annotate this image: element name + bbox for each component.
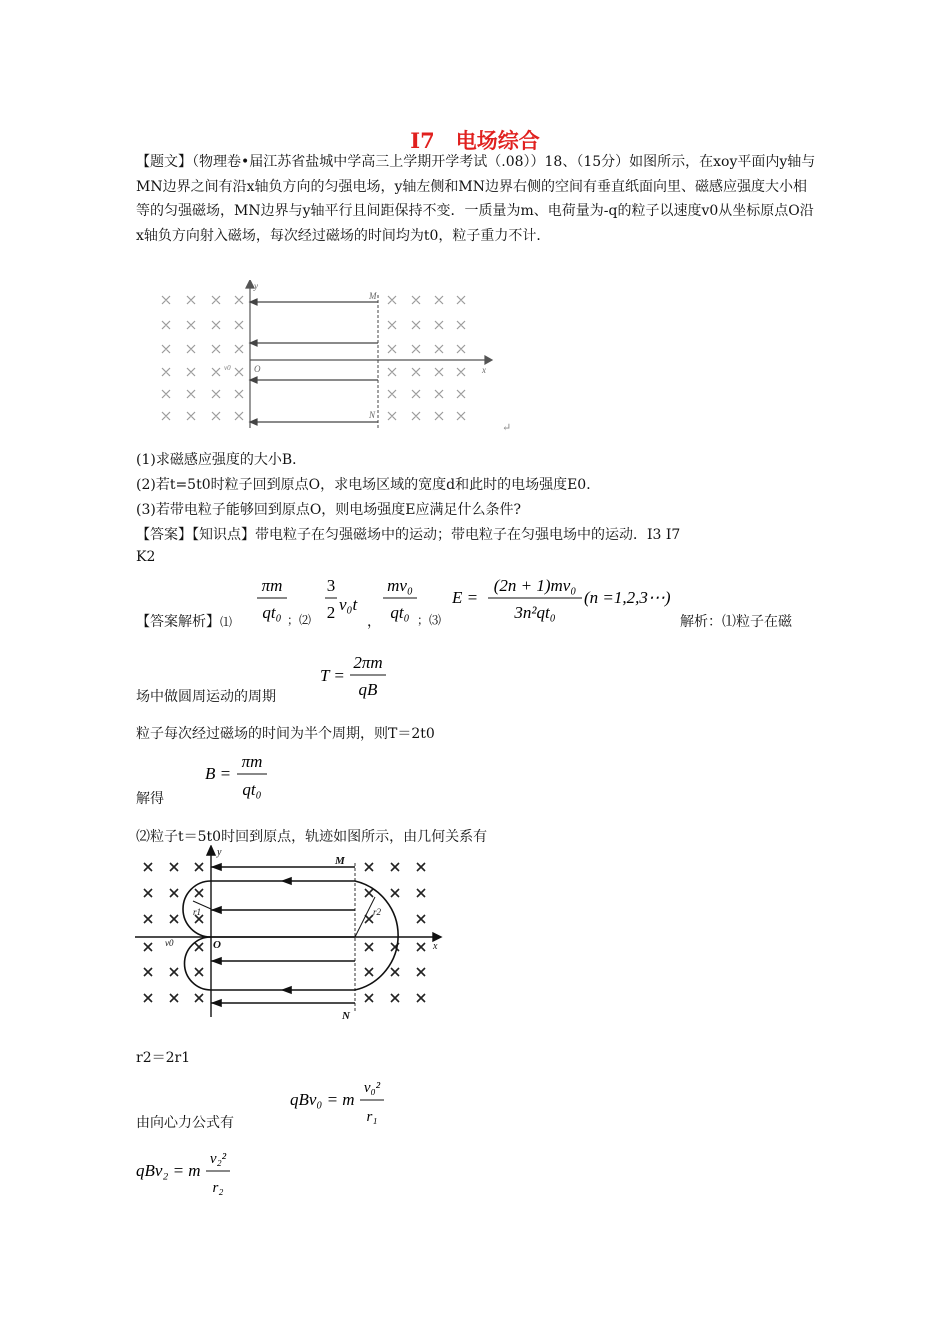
magnetic-field-marks-right xyxy=(388,296,465,420)
magnetic-field-marks-left xyxy=(162,296,243,420)
half-period-text: 粒子每次经过磁场的时间为半个周期，则T＝2t0 xyxy=(136,726,435,742)
question-part-3: (3)若带电粒子能够回到原点O，则电场强度E应满足什么条件? xyxy=(136,502,522,518)
comma: ， xyxy=(367,614,381,630)
centripetal-text: 由向心力公式有 xyxy=(136,1115,234,1131)
part-2-text: ⑵粒子t＝5t0时回到原点，轨迹如图所示，由几何关系有 xyxy=(136,829,488,845)
question-text: 【题文】（物理卷•届江苏省盐城中学高三上学期开学考试（.08））18、（15分）如图所示，在xoy平面内y轴与MN边界之间有沿x轴负方向的匀强电场，y轴左侧和MN边界右侧的空间有垂直纸面向里、磁感应强度大小相等的匀强磁场，MN边界与y轴平行且间距保持不变．一质量为m、电荷量为-q的粒子以速度v0从坐标原点O沿x轴负方向射入磁场，每次经过磁场的时间均为t0，粒子重力不计． xyxy=(136,154,816,244)
formula-force-1 xyxy=(290,1074,400,1130)
label-x: x xyxy=(482,365,486,375)
magnetic-field-marks-2 xyxy=(144,863,425,1002)
formula-answer-2 xyxy=(323,573,371,623)
label-r1: r1 xyxy=(193,907,202,917)
period-numerator: 2πm xyxy=(353,653,383,672)
question-part-1: (1)求磁感应强度的大小B． xyxy=(136,452,307,468)
label-r2: r2 xyxy=(373,907,382,917)
f1-numerator: v₀² xyxy=(363,1080,381,1096)
f2-denominator: r₂ xyxy=(212,1180,224,1196)
f2-lhs: qBv₂ = m xyxy=(136,1161,201,1180)
formula-force-2 xyxy=(136,1145,246,1201)
b-numerator: πm xyxy=(241,752,263,771)
f1-lhs: qBv₀ = m xyxy=(290,1090,355,1109)
figure-2 xyxy=(135,845,445,1023)
answer-knowledge-code: K2 xyxy=(136,549,156,565)
electric-field-lines xyxy=(250,299,378,425)
ans2-body: v₀t xyxy=(339,595,358,614)
part-1-marker: ⑴ xyxy=(220,615,233,629)
label-v0: v0 xyxy=(224,364,231,372)
label-x-2: x xyxy=(433,941,438,952)
formula-answer-2b xyxy=(381,573,419,623)
label-o-2: O xyxy=(213,939,221,951)
label-y: y xyxy=(254,281,258,291)
label-m: M xyxy=(369,291,377,301)
ans3-numerator: (2n + 1)mv₀ xyxy=(493,576,577,595)
formula-period xyxy=(320,648,400,700)
ans2b-numerator: mv₀ xyxy=(387,576,413,595)
return-mark: ↵ xyxy=(502,422,512,434)
figure-1 xyxy=(150,280,520,440)
f2-numerator: v₂² xyxy=(209,1151,227,1167)
ans3-lhs: E = xyxy=(452,588,479,607)
analysis-tail: 解析：⑴粒子在磁 xyxy=(680,614,792,630)
label-m-2: M xyxy=(335,855,345,867)
r-relation: r2＝2r1 xyxy=(136,1050,191,1066)
ans1-denominator: qt₀ xyxy=(262,603,282,622)
part-2-marker: ；⑵ xyxy=(287,613,312,627)
b-lhs: B = xyxy=(205,764,232,783)
ans3-condition: (n =1,2,3⋯) xyxy=(584,588,671,607)
ans1-numerator: πm xyxy=(261,576,283,595)
question-part-2: (2)若t=5t0时粒子回到原点O，求电场区域的宽度d和此时的电场强度E0． xyxy=(136,477,601,493)
f1-denominator: r₁ xyxy=(366,1109,378,1125)
answer-knowledge: 【答案】【知识点】带电粒子在匀强磁场中的运动；带电粒子在匀强电场中的运动．I3 I7 xyxy=(136,527,681,543)
ans3-denominator: 3n²qt₀ xyxy=(514,603,556,622)
solve-text: 解得 xyxy=(136,791,164,807)
formula-answer-3 xyxy=(452,573,672,623)
label-o: O xyxy=(254,364,261,374)
period-denominator: qB xyxy=(358,680,378,699)
ans2-coef-num: 3 xyxy=(326,576,336,595)
formula-answer-1 xyxy=(255,573,289,623)
period-text: 场中做圆周运动的周期 xyxy=(136,689,276,705)
label-n: N xyxy=(369,410,376,420)
ans2-coef-den: 2 xyxy=(326,603,336,622)
b-denominator: qt₀ xyxy=(242,780,262,799)
page-title: I7 电场综合 xyxy=(410,128,540,153)
ans2b-denominator: qt₀ xyxy=(390,603,410,622)
formula-b xyxy=(205,748,275,800)
circular-arcs xyxy=(183,881,398,990)
field-and-trajectory xyxy=(211,864,355,1006)
period-lhs: T = xyxy=(320,666,345,685)
label-n-2: N xyxy=(342,1010,350,1022)
label-v0-2: v0 xyxy=(165,938,174,948)
answer-analysis-label xyxy=(136,611,232,631)
part-3-marker: ；⑶ xyxy=(417,613,442,627)
analysis-label: 【答案解析】 xyxy=(136,614,220,630)
label-y-2: y xyxy=(217,847,222,858)
